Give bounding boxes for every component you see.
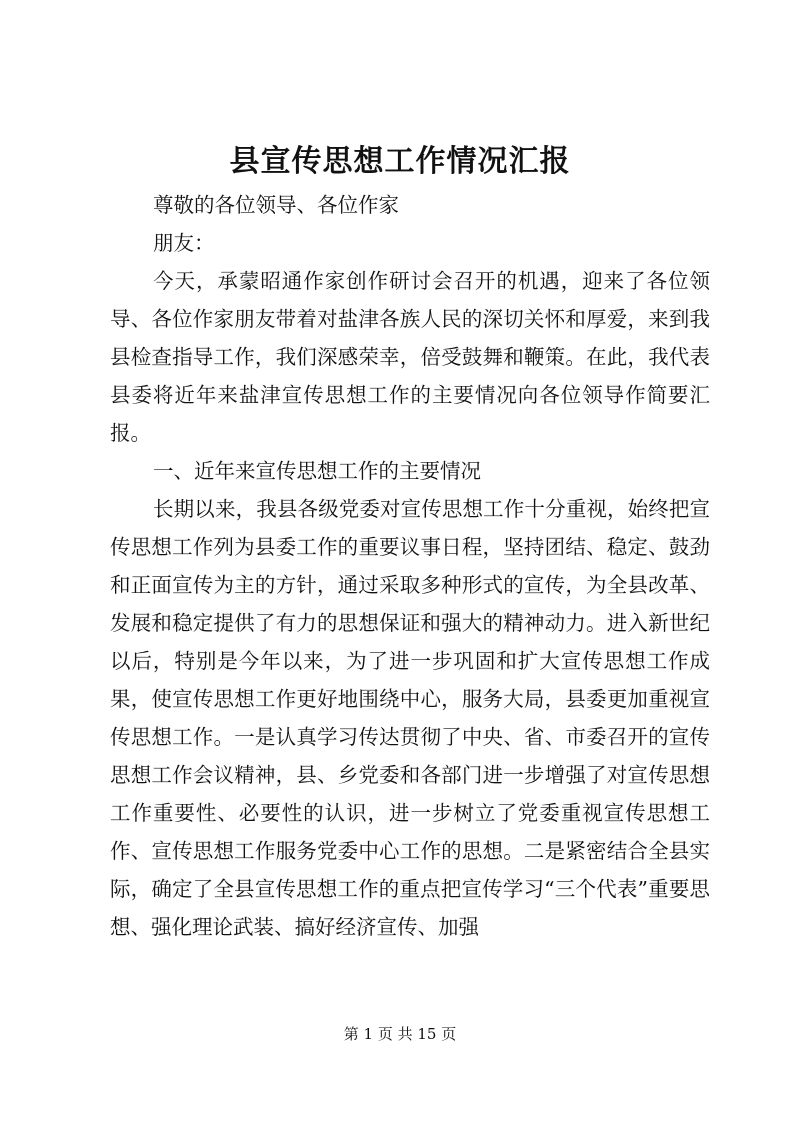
paragraph-intro: 今天，承蒙昭通作家创作研讨会召开的机遇，迎来了各位领导、各位作家朋友带着对盐津各族人民的深切关怀和厚爱，来到我县检查指导工作，我们深感荣幸，倍受鼓舞和鞭策。在此，我代表县委将近年来盐津宣传思想工作的主要情况向各位领导作简要汇报。 — [110, 269, 710, 445]
salutation-continuation: 朋友： — [153, 231, 215, 255]
page-footer: 第 1 页 共 15 页 — [343, 1025, 457, 1043]
document-body — [110, 186, 710, 946]
document-title: 县宣传思想工作情况汇报 — [229, 144, 571, 179]
paragraph-main: 长期以来，我县各级党委对宣传思想工作十分重视，始终把宣传思想工作列为县委工作的重要议事日程，坚持团结、稳定、鼓劲和正面宣传为主的方针，通过采取多种形式的宣传，为全县改革、发展和稳定提供了有力的思想保证和强大的精神动力。进入新世纪以后，特别是今年以来，为了进一步巩固和扩大宣传思想工作成果，使宣传思想工作更好地围绕中心，服务大局，县委更加重视宣传思想工作。一是认真学习传达贯彻了中央、省、市委召开的宣传思想工作会议精神，县、乡党委和各部门进一步增强了对宣传思想工作重要性、必要性的认识，进一步树立了党委重视宣传思想工作、宣传思想工作服务党委中心工作的思想。二是紧密结合全县实际，确定了全县宣传思想工作的重点把宣传学习“三个代表”重要思想、强化理论武装、搞好经济宣传、加强 — [110, 497, 710, 939]
salutation-line: 尊敬的各位领导、各位作家 — [153, 193, 400, 217]
section-heading: 一、近年来宣传思想工作的主要情况 — [153, 459, 482, 483]
